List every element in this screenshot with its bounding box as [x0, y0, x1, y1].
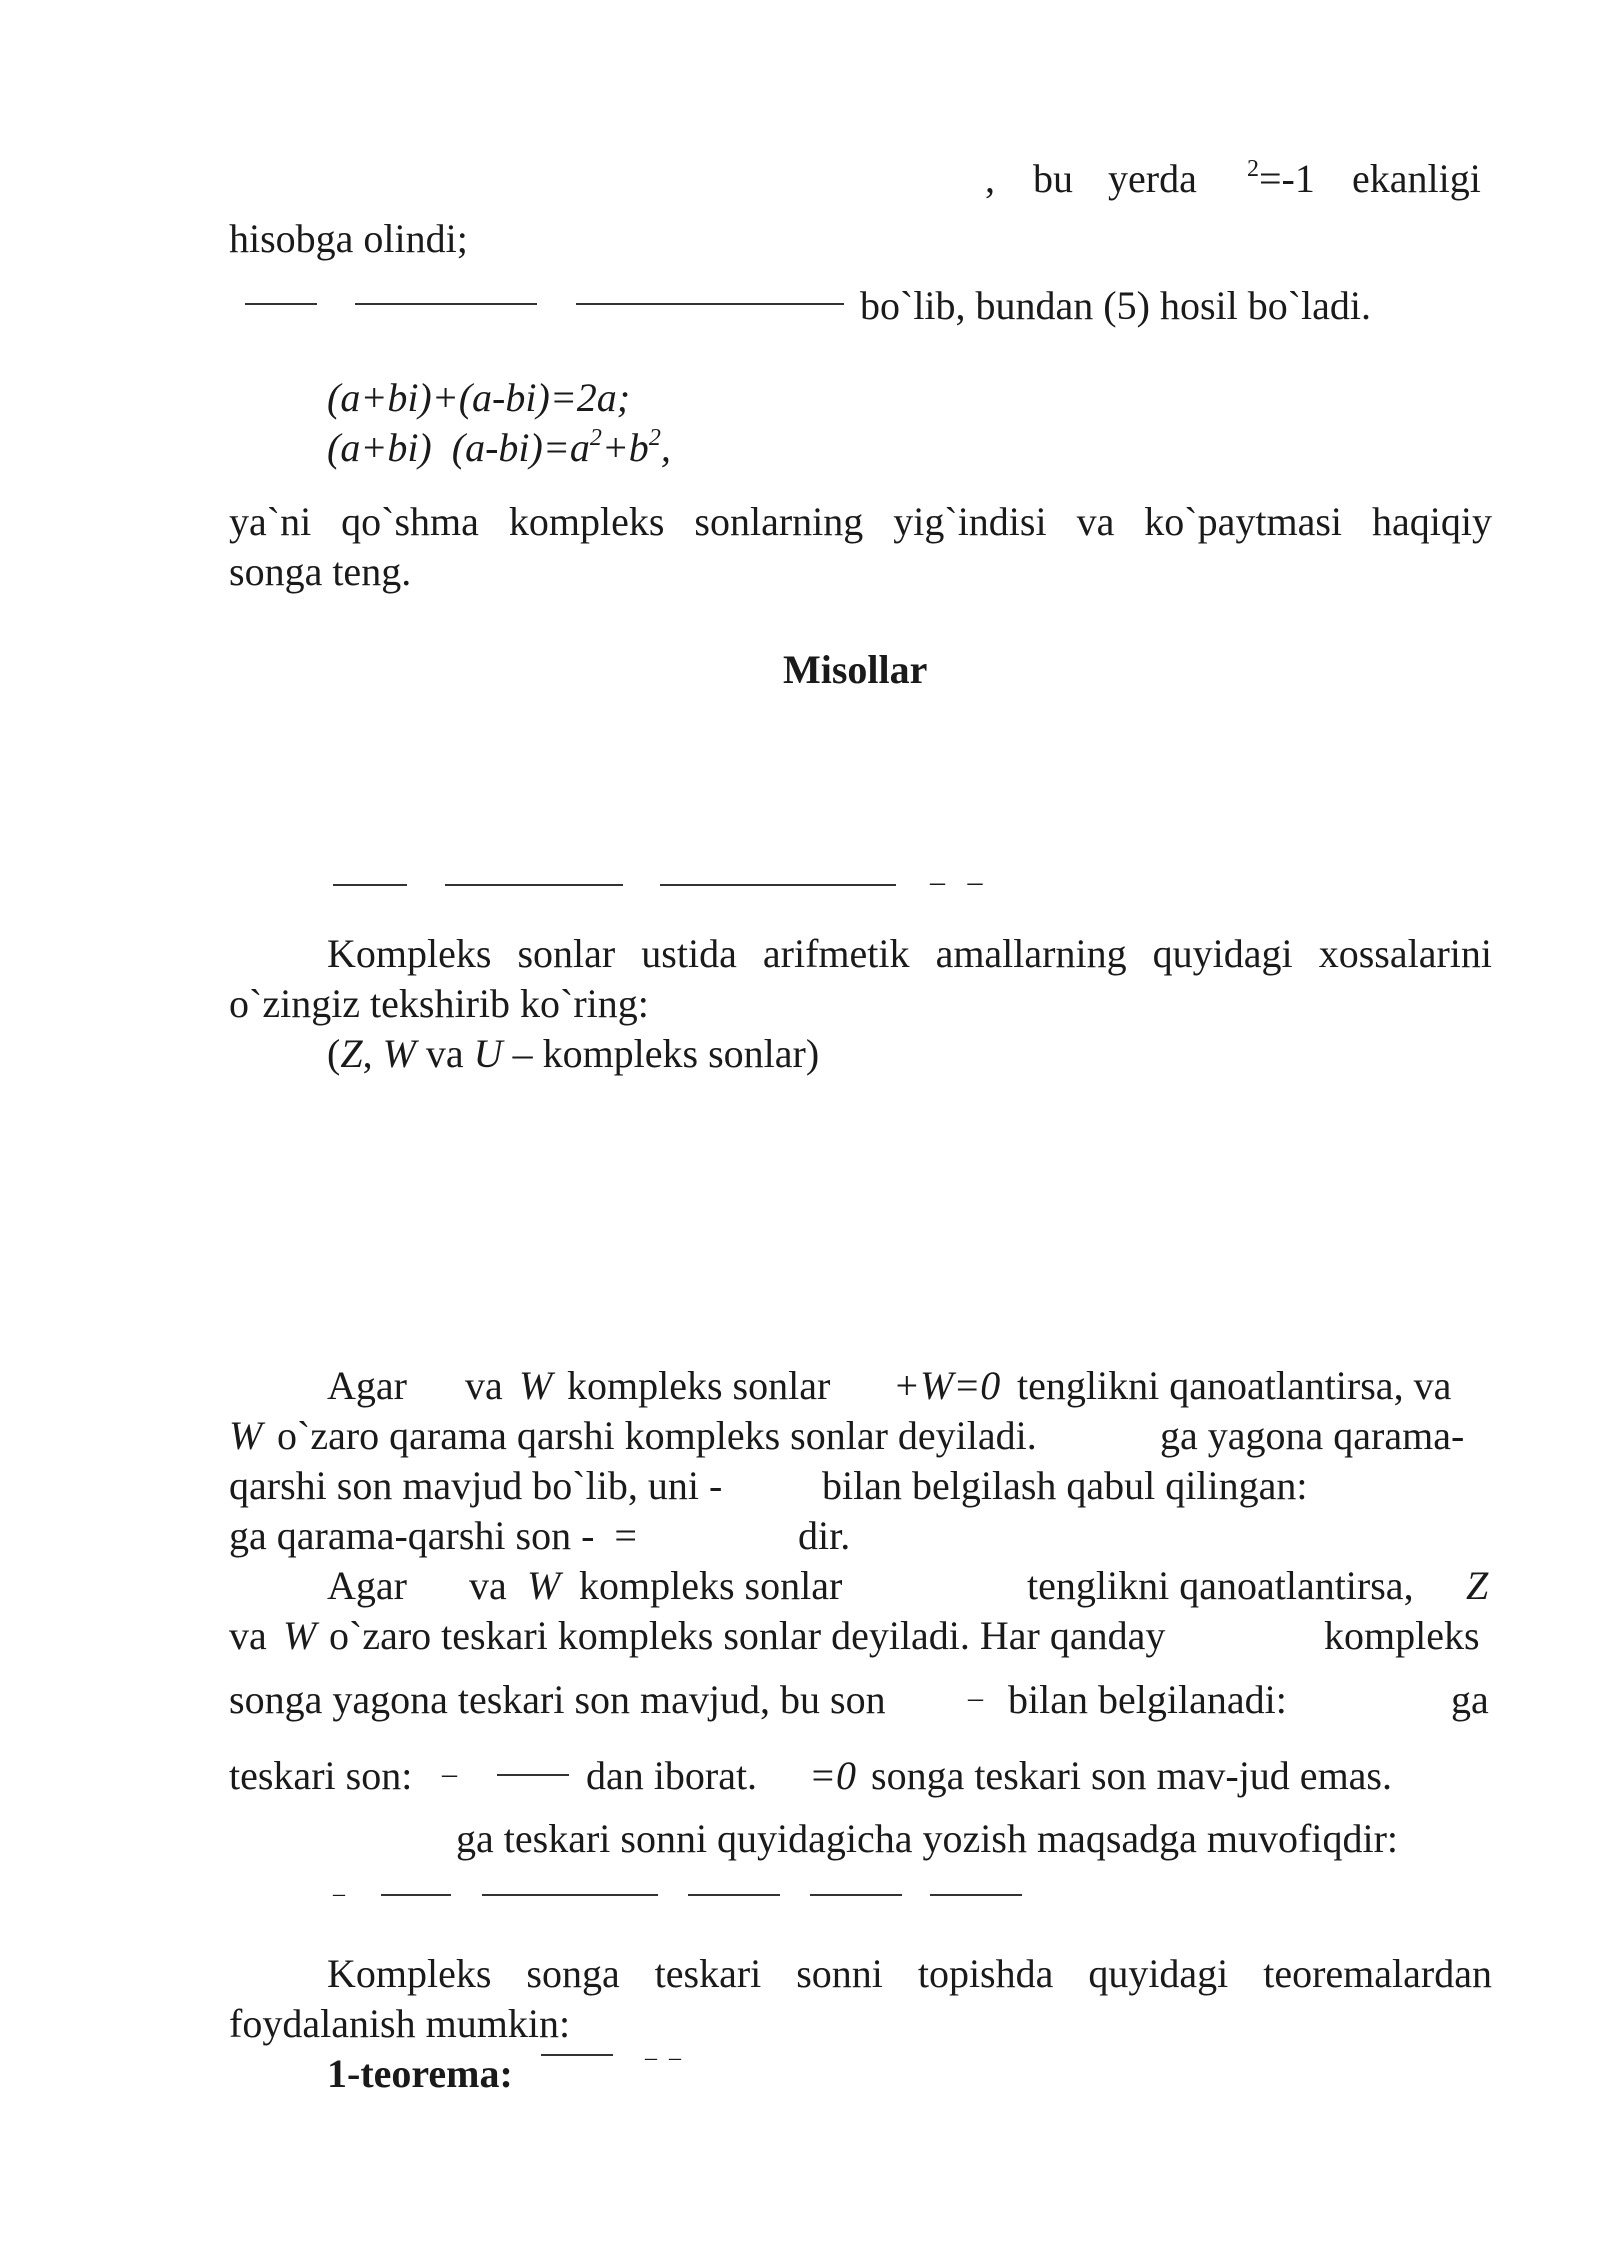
text-dash: – [968, 1681, 983, 1714]
text-power-exp [1247, 155, 1315, 203]
text-rest: tenglikni qanoatlantirsa, [1027, 1563, 1414, 1608]
text-kompleks-sonlar: kompleks sonlar [579, 1563, 843, 1608]
text-comma: , [985, 156, 995, 201]
fraction-bar [541, 2054, 613, 2056]
fraction-bar [688, 1894, 780, 1896]
paragraph-line [327, 1030, 819, 1078]
text-line: qarshi son mavjud bo`lib, uni - [229, 1463, 723, 1508]
formula-product-plus: +b [601, 425, 649, 470]
var-z: Z [340, 1031, 363, 1076]
paragraph-line: songa teng. [229, 549, 412, 594]
text-rest: tenglikni qanoatlantirsa, va [1017, 1363, 1452, 1408]
fraction-bar [660, 884, 896, 886]
formula-product [327, 424, 671, 472]
fraction-bar [355, 303, 537, 305]
text-line: kompleks [1324, 1613, 1480, 1658]
paragraph-line: ya`ni qo`shma kompleks sonlarning yig`indisi va ko`paytmasi haqiqiy [229, 499, 1492, 544]
text-line: bilan belgilash qabul qilingan: [822, 1463, 1308, 1508]
text-line: teskari son: [229, 1753, 413, 1798]
theorem-label: 1-teorema: [327, 2051, 513, 2096]
text-line: ga [1451, 1677, 1489, 1722]
fraction-bar [381, 1894, 451, 1896]
paragraph-line: Kompleks songa teskari sonni topishda quyidagi teoremalardan [327, 1951, 1492, 1996]
fraction-bar [245, 303, 317, 305]
text-line: songa yagona teskari son mavjud, bu son [229, 1677, 886, 1722]
fraction-bar [497, 1774, 569, 1776]
paren: ( [327, 1031, 341, 1076]
text-line: ga qarama-qarshi son - = [229, 1513, 637, 1558]
text-eq-zero: =0 [809, 1753, 856, 1798]
text-kompleks-sonlar: kompleks sonlar [567, 1363, 831, 1408]
superscript-2: 2 [1247, 156, 1259, 182]
var-w: W [229, 1413, 263, 1458]
text-line: ga teskari sonni quyidagicha yozish maqsadga muvofiqdir: [456, 1816, 1399, 1861]
superscript-2: 2 [589, 425, 602, 451]
text-line: bilan belgilanadi: [1008, 1677, 1287, 1722]
text-dash: – [442, 1757, 457, 1790]
paragraph-line: o`zingiz tekshirib ko`ring: [229, 981, 649, 1026]
var-w: W [519, 1363, 553, 1408]
word-va: va [465, 1363, 503, 1408]
fraction-bar [930, 1894, 1022, 1896]
text-line: o`zaro qarama qarshi kompleks sonlar deyiladi. [277, 1413, 1037, 1458]
fraction-bar [482, 1894, 658, 1896]
text-bu: bu [1033, 156, 1073, 201]
var-u: U [473, 1031, 503, 1076]
var-z: Z [1466, 1563, 1489, 1608]
text-line: dir. [798, 1513, 851, 1558]
text-line: ga yagona qarama- [1160, 1413, 1465, 1458]
text-dash: – [333, 1881, 345, 1907]
text-ekanligi: ekanligi [1352, 156, 1481, 201]
text-rest: – kompleks sonlar) [502, 1031, 820, 1076]
fraction-bar [333, 884, 407, 886]
fraction-bar [576, 303, 844, 305]
word-agar: Agar [327, 1363, 407, 1408]
word-va: va [469, 1563, 507, 1608]
word-va: va [415, 1031, 474, 1076]
word-va: va [229, 1613, 267, 1658]
superscript-2: 2 [648, 425, 661, 451]
var-w: W [283, 1613, 317, 1658]
paragraph-line: foydalanish mumkin: [229, 2001, 571, 2046]
text-dashes: – – [645, 2045, 681, 2071]
text-eq-minus-one: =-1 [1259, 156, 1315, 201]
text-dashes: – – [930, 865, 983, 898]
var-w: W [382, 1031, 416, 1076]
fraction-bar [445, 884, 623, 886]
text-bolib-bundan: bo`lib, bundan (5) hosil bo`ladi. [860, 283, 1372, 328]
comma: , [362, 1031, 383, 1076]
text-yerda: yerda [1108, 156, 1197, 201]
text-line: dan iborat. [586, 1753, 758, 1798]
section-heading: Misollar [783, 647, 928, 692]
text-line: o`zaro teskari kompleks sonlar deyiladi. Har qanday [329, 1613, 1166, 1658]
text-hisobga-olindi: hisobga olindi; [229, 216, 468, 261]
var-w: W [527, 1563, 561, 1608]
word-agar: Agar [327, 1563, 407, 1608]
formula-sum: (a+bi)+(a-bi)=2a; [327, 375, 631, 420]
text-eq-w: +W=0 [893, 1363, 1001, 1408]
fraction-bar [810, 1894, 902, 1896]
formula-product-comma: , [660, 425, 671, 470]
paragraph-line: Kompleks sonlar ustida arifmetik amallarning quyidagi xossalarini [327, 931, 1492, 976]
text-line: songa teskari son mav-jud emas. [871, 1753, 1392, 1798]
formula-product-lhs: (a+bi) (a-bi)=a [327, 425, 590, 470]
